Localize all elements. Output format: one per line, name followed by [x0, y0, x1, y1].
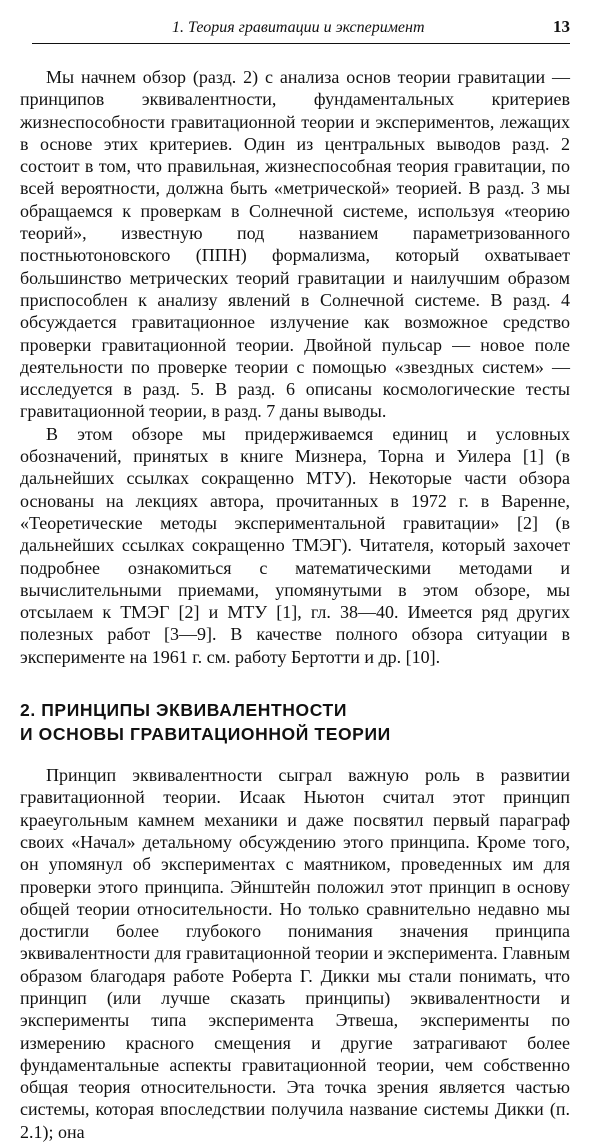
- section-heading-line-1: 2. ПРИНЦИПЫ ЭКВИВАЛЕНТНОСТИ: [20, 700, 348, 721]
- body-text: [20, 66, 570, 1143]
- section-heading-line-2: И ОСНОВЫ ГРАВИТАЦИОННОЙ ТЕОРИИ: [20, 724, 391, 745]
- section-paragraph: Принцип эквивалентности сыграл важную роль в развитии гравитационной теории. Исаак Ньютон считал этот принцип краеугольным камнем механики и даже посвятил первый параграф своих «Начал» детальному обсуждению этого принципа. Кроме того, он упомянул об экспериментах с маятником, проведенных им для проверки этого принципа. Эйнштейн положил этот принцип в основу общей теории относительности. Но только сравнительно недавно мы достигли более глубокого понимания значения принципа эквивалентности для гравитационной теории и эксперимента. Главным образом благодаря работе Роберта Г. Дикки мы стали понимать, что принцип (или лучше сказать принципы) эквивалентности и эксперименты типа эксперимента Этвеша, эксперименты по измерению красного смещения и другие затрагивают более фундаментальные аспекты гравитационной теории, чем собственно общая теория относительности. Эта точка зрения является частью системы, которая впоследствии получила название системы Дикки (п. 2.1); она: [20, 765, 570, 1142]
- intro-paragraph-1: Мы начнем обзор (разд. 2) с анализа основ теории гравитации — принципов эквивалентности, фундаментальных критериев жизнеспособности гравитационной теории и экспериментов, лежащих в основе этих критериев. Один из центральных выводов разд. 2 состоит в том, что правильная, жизнеспособная теория гравитации, по всей вероятности, должна быть «метрической» теорией. В разд. 3 мы обращаемся к проверкам в Солнечной системе, используя «теорию теорий», известную под названием параметризованного постньютоновского (ППН) формализма, который охватывает большинство метрических теорий гравитации и наилучшим образом приспособлен к анализу явлений в Солнечной системе. В разд. 4 обсуждается гравитационное излучение как возможное средство проверки гравитационной теории. Двойной пульсар — новое поле деятельности по проверке теории с помощью «звездных систем» — исследуется в разд. 5. В разд. 6 описаны космологические тесты гравитационной теории, в разд. 7 даны выводы.: [20, 67, 570, 422]
- intro-paragraph-2: В этом обзоре мы придерживаемся единиц и условных обозначений, принятых в книге Мизнера, Торна и Уилера [1] (в дальнейших ссылках сокращенно МТУ). Некоторые части обзора основаны на лекциях автора, прочитанных в 1972 г. в Варенне, «Теоретические методы экспериментальной гравитации» [2] (в дальнейших ссылках сокращенно ТМЭГ). Читателя, который захочет подробнее ознакомиться с математическими методами и вычислительными приемами, упомянутыми в этом обзоре, мы отсылаем к ТМЭГ [2] и МТУ [1], гл. 38—40. Имеется ряд других полезных работ [3—9]. В качестве полного обзора ситуации в эксперименте на 1961 г. см. работу Бертотти и др. [10].: [20, 423, 570, 667]
- page-number: 13: [553, 17, 570, 36]
- section-heading: [20, 698, 570, 746]
- running-header: [32, 0, 570, 44]
- running-title: 1. Теория гравитации и эксперимент: [172, 19, 425, 36]
